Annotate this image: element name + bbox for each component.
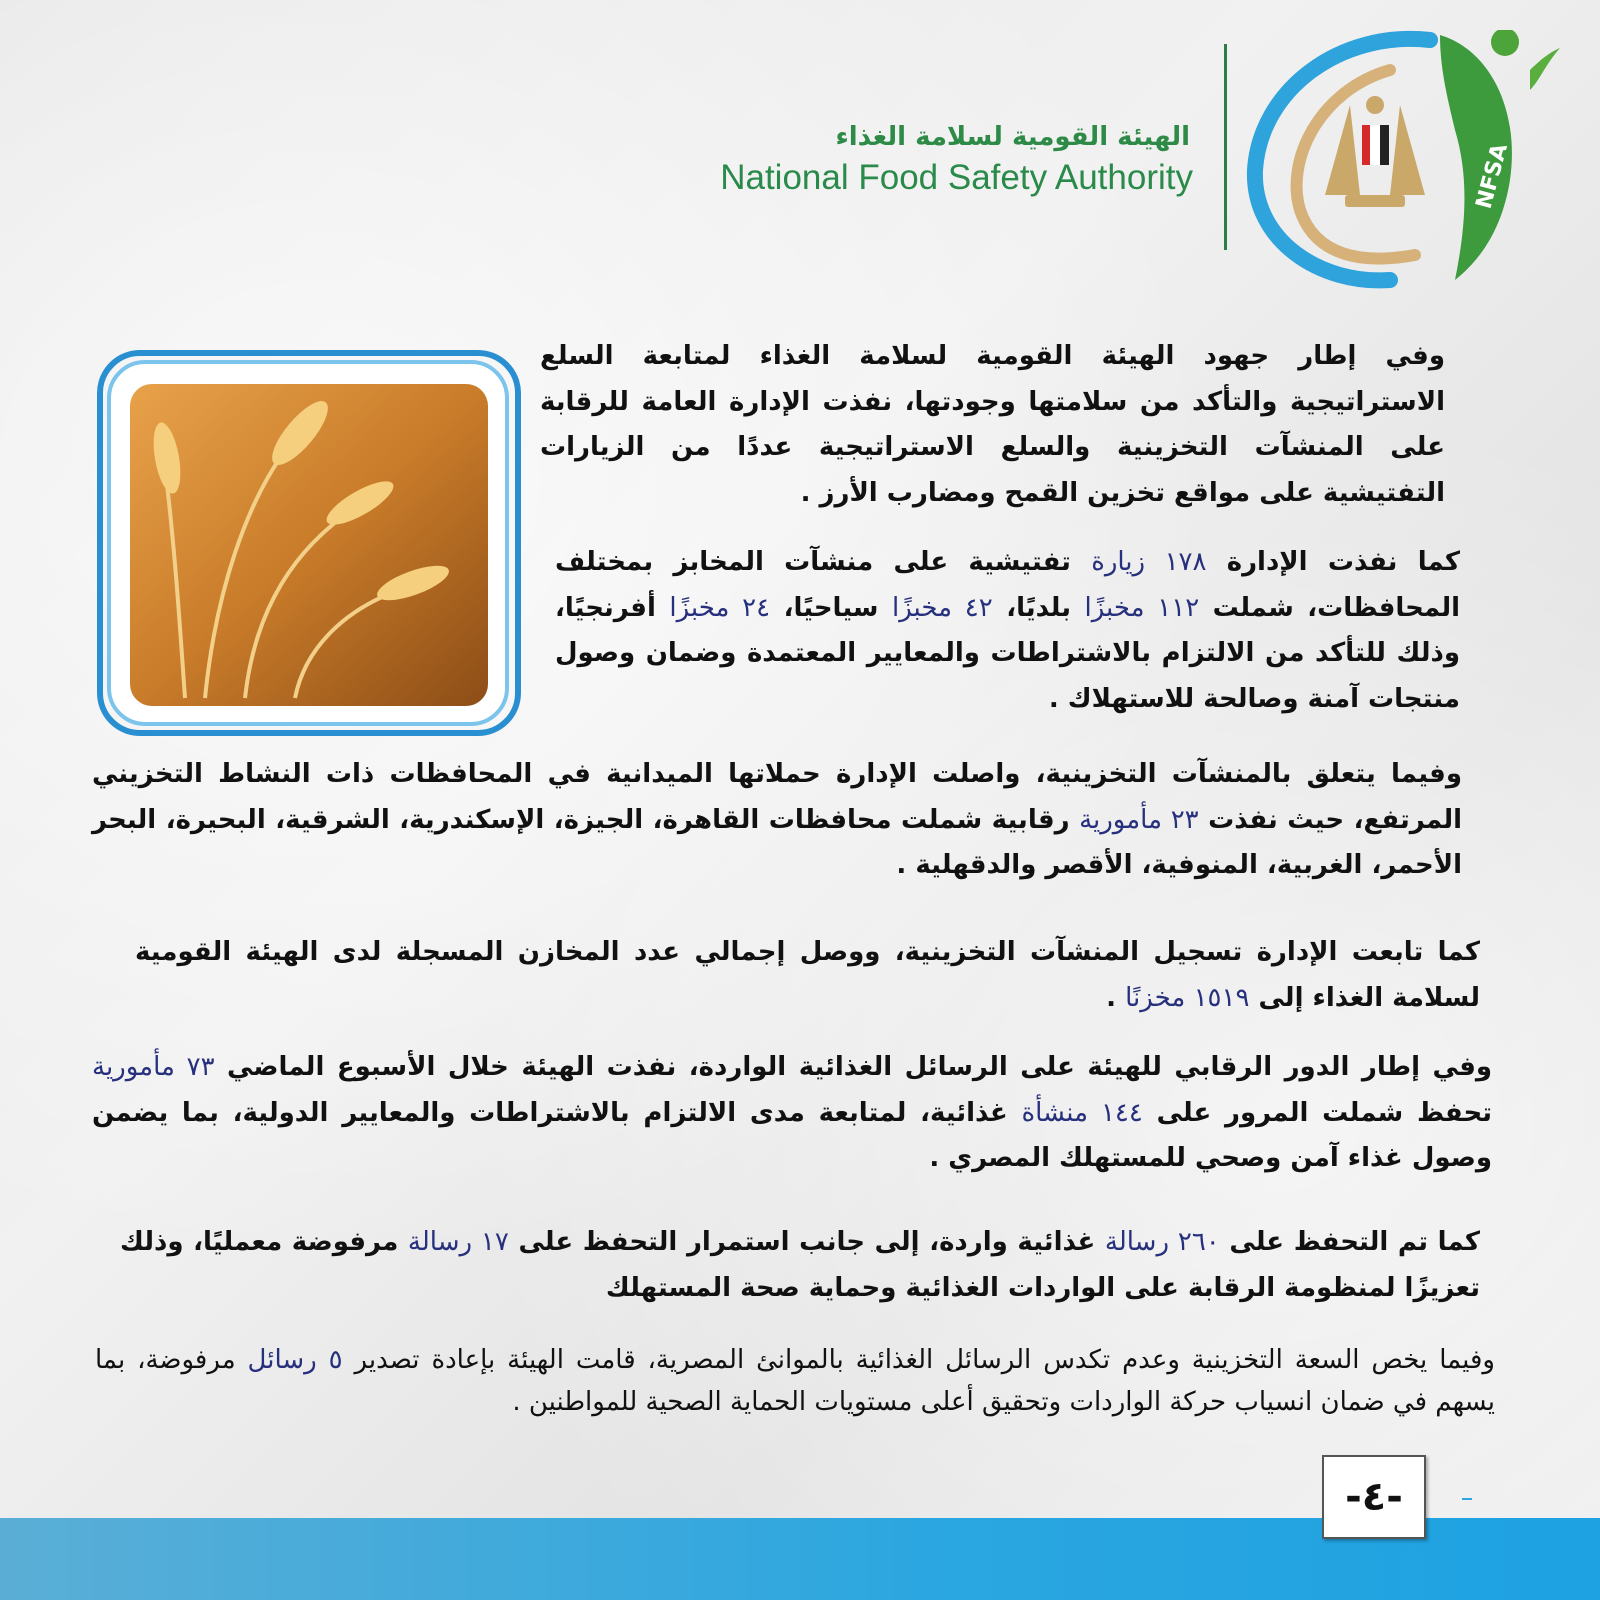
page-number: -٤- (1322, 1455, 1426, 1539)
highlighted-figure: ٧٣ مأمورية (92, 1052, 215, 1082)
body-paragraph (540, 334, 1445, 516)
highlighted-figure: ٢٤ مخبزًا (669, 592, 771, 623)
body-paragraph (95, 1340, 1495, 1423)
org-name-english: National Food Safety Authority (720, 158, 1193, 197)
highlighted-figure: ٢٣ مأمورية (1079, 804, 1199, 835)
wheat-photo-icon (95, 348, 523, 738)
paragraph-text: مرفوضة، بما يسهم في ضمان انسياب حركة الواردات وتحقيق أعلى مستويات الحماية الصحية للمواطنين . (95, 1345, 1495, 1417)
paragraph-text: . (1106, 982, 1126, 1013)
highlighted-figure: ١١٢ مخبزًا (1084, 592, 1200, 623)
paragraph-text: كما تابعت الإدارة تسجيل المنشآت التخزينية، ووصل إجمالي عدد المخازن المسجلة لدى الهيئة القومية لسلامة الغذاء إلى (135, 937, 1480, 1013)
highlighted-figure: ١٤٤ منشأة (1021, 1097, 1143, 1128)
body-paragraph (120, 1220, 1480, 1311)
highlighted-figure: ١٧ رسالة (407, 1227, 509, 1257)
highlighted-figure: ١٥١٩ مخزنًا (1125, 982, 1250, 1013)
paragraph-text: غذائية، لمتابعة مدى الالتزام بالاشتراطات والمعايير الدولية، بما يضمن وصول غذاء آمن وصحي للمستهلك المصري . (92, 1097, 1492, 1173)
body-paragraph (135, 930, 1480, 1021)
nfsa-logo-icon (1240, 30, 1560, 300)
body-paragraph (92, 752, 1462, 889)
svg-text:NFSA: NFSA (1471, 141, 1513, 212)
paragraph-text: وفيما يخص السعة التخزينية وعدم تكدس الرسائل الغذائية بالموانئ المصرية، قامت الهيئة بإعادة تصدير (342, 1345, 1495, 1375)
highlighted-figure: ٢٦٠ رسالة (1104, 1227, 1220, 1257)
paragraph-text: وفيما يتعلق بالمنشآت التخزينية، واصلت الإدارة حملاتها الميدانية في المحافظات ذات النشاط التخزيني المرتفع، حيث نفذت (92, 759, 1463, 835)
footer-dash (1462, 1498, 1472, 1500)
paragraph-text: تفتيشية على منشآت المخابز بمختلف المحافظات، شملت (555, 547, 1461, 623)
paragraph-text: وفي إطار جهود الهيئة القومية لسلامة الغذاء لمتابعة السلع الاستراتيجية والتأكد من سلامتها وجودتها، نفذت الإدارة العامة للرقابة على المنشآت التخزينية والسلع الاستراتيجية عددًا من الزيارات التفتيشية على مواقع تخزين القمح ومضارب الأرز . (540, 341, 1445, 508)
paragraph-text: وفي إطار الدور الرقابي للهيئة على الرسائل الغذائية الواردة، نفذت الهيئة خلال الأسبوع الماضي (214, 1052, 1493, 1082)
paragraph-text: كما نفذت الإدارة (1206, 547, 1461, 577)
paragraph-text: كما تم التحفظ على (1219, 1227, 1480, 1257)
highlighted-figure: ٤٢ مخبزًا (891, 592, 993, 623)
highlighted-figure: ١٧٨ زيارة (1091, 547, 1207, 577)
paragraph-text: تحفظ شملت المرور على (1142, 1097, 1492, 1128)
body-paragraph (555, 540, 1460, 722)
paragraph-text: مرفوضة معمليًا، وذلك تعزيزًا لمنظومة الرقابة على الواردات الغذائية وحماية صحة المستهلك (120, 1227, 1480, 1303)
header-divider (1224, 44, 1227, 250)
body-paragraph (92, 1045, 1492, 1182)
highlighted-figure: ٥ رسائل (247, 1345, 343, 1375)
paragraph-text: غذائية واردة، إلى جانب استمرار التحفظ على (508, 1227, 1105, 1257)
paragraph-text: بلديًا، (992, 592, 1085, 623)
org-name-arabic: الهيئة القومية لسلامة الغذاء (835, 122, 1190, 152)
paragraph-text: رقابية شملت محافظات القاهرة، الجيزة، الإسكندرية، الشرقية، البحيرة، البحر الأحمر، الغربية، المنوفية، الأقصر والدقهلية . (92, 804, 1462, 880)
paragraph-text: أفرنجيًا، وذلك للتأكد من الالتزام بالاشتراطات والمعايير المعتمدة وضمان وصول منتجات آمنة وصالحة للاستهلاك . (555, 592, 1460, 714)
paragraph-text: سياحيًا، (770, 592, 892, 623)
